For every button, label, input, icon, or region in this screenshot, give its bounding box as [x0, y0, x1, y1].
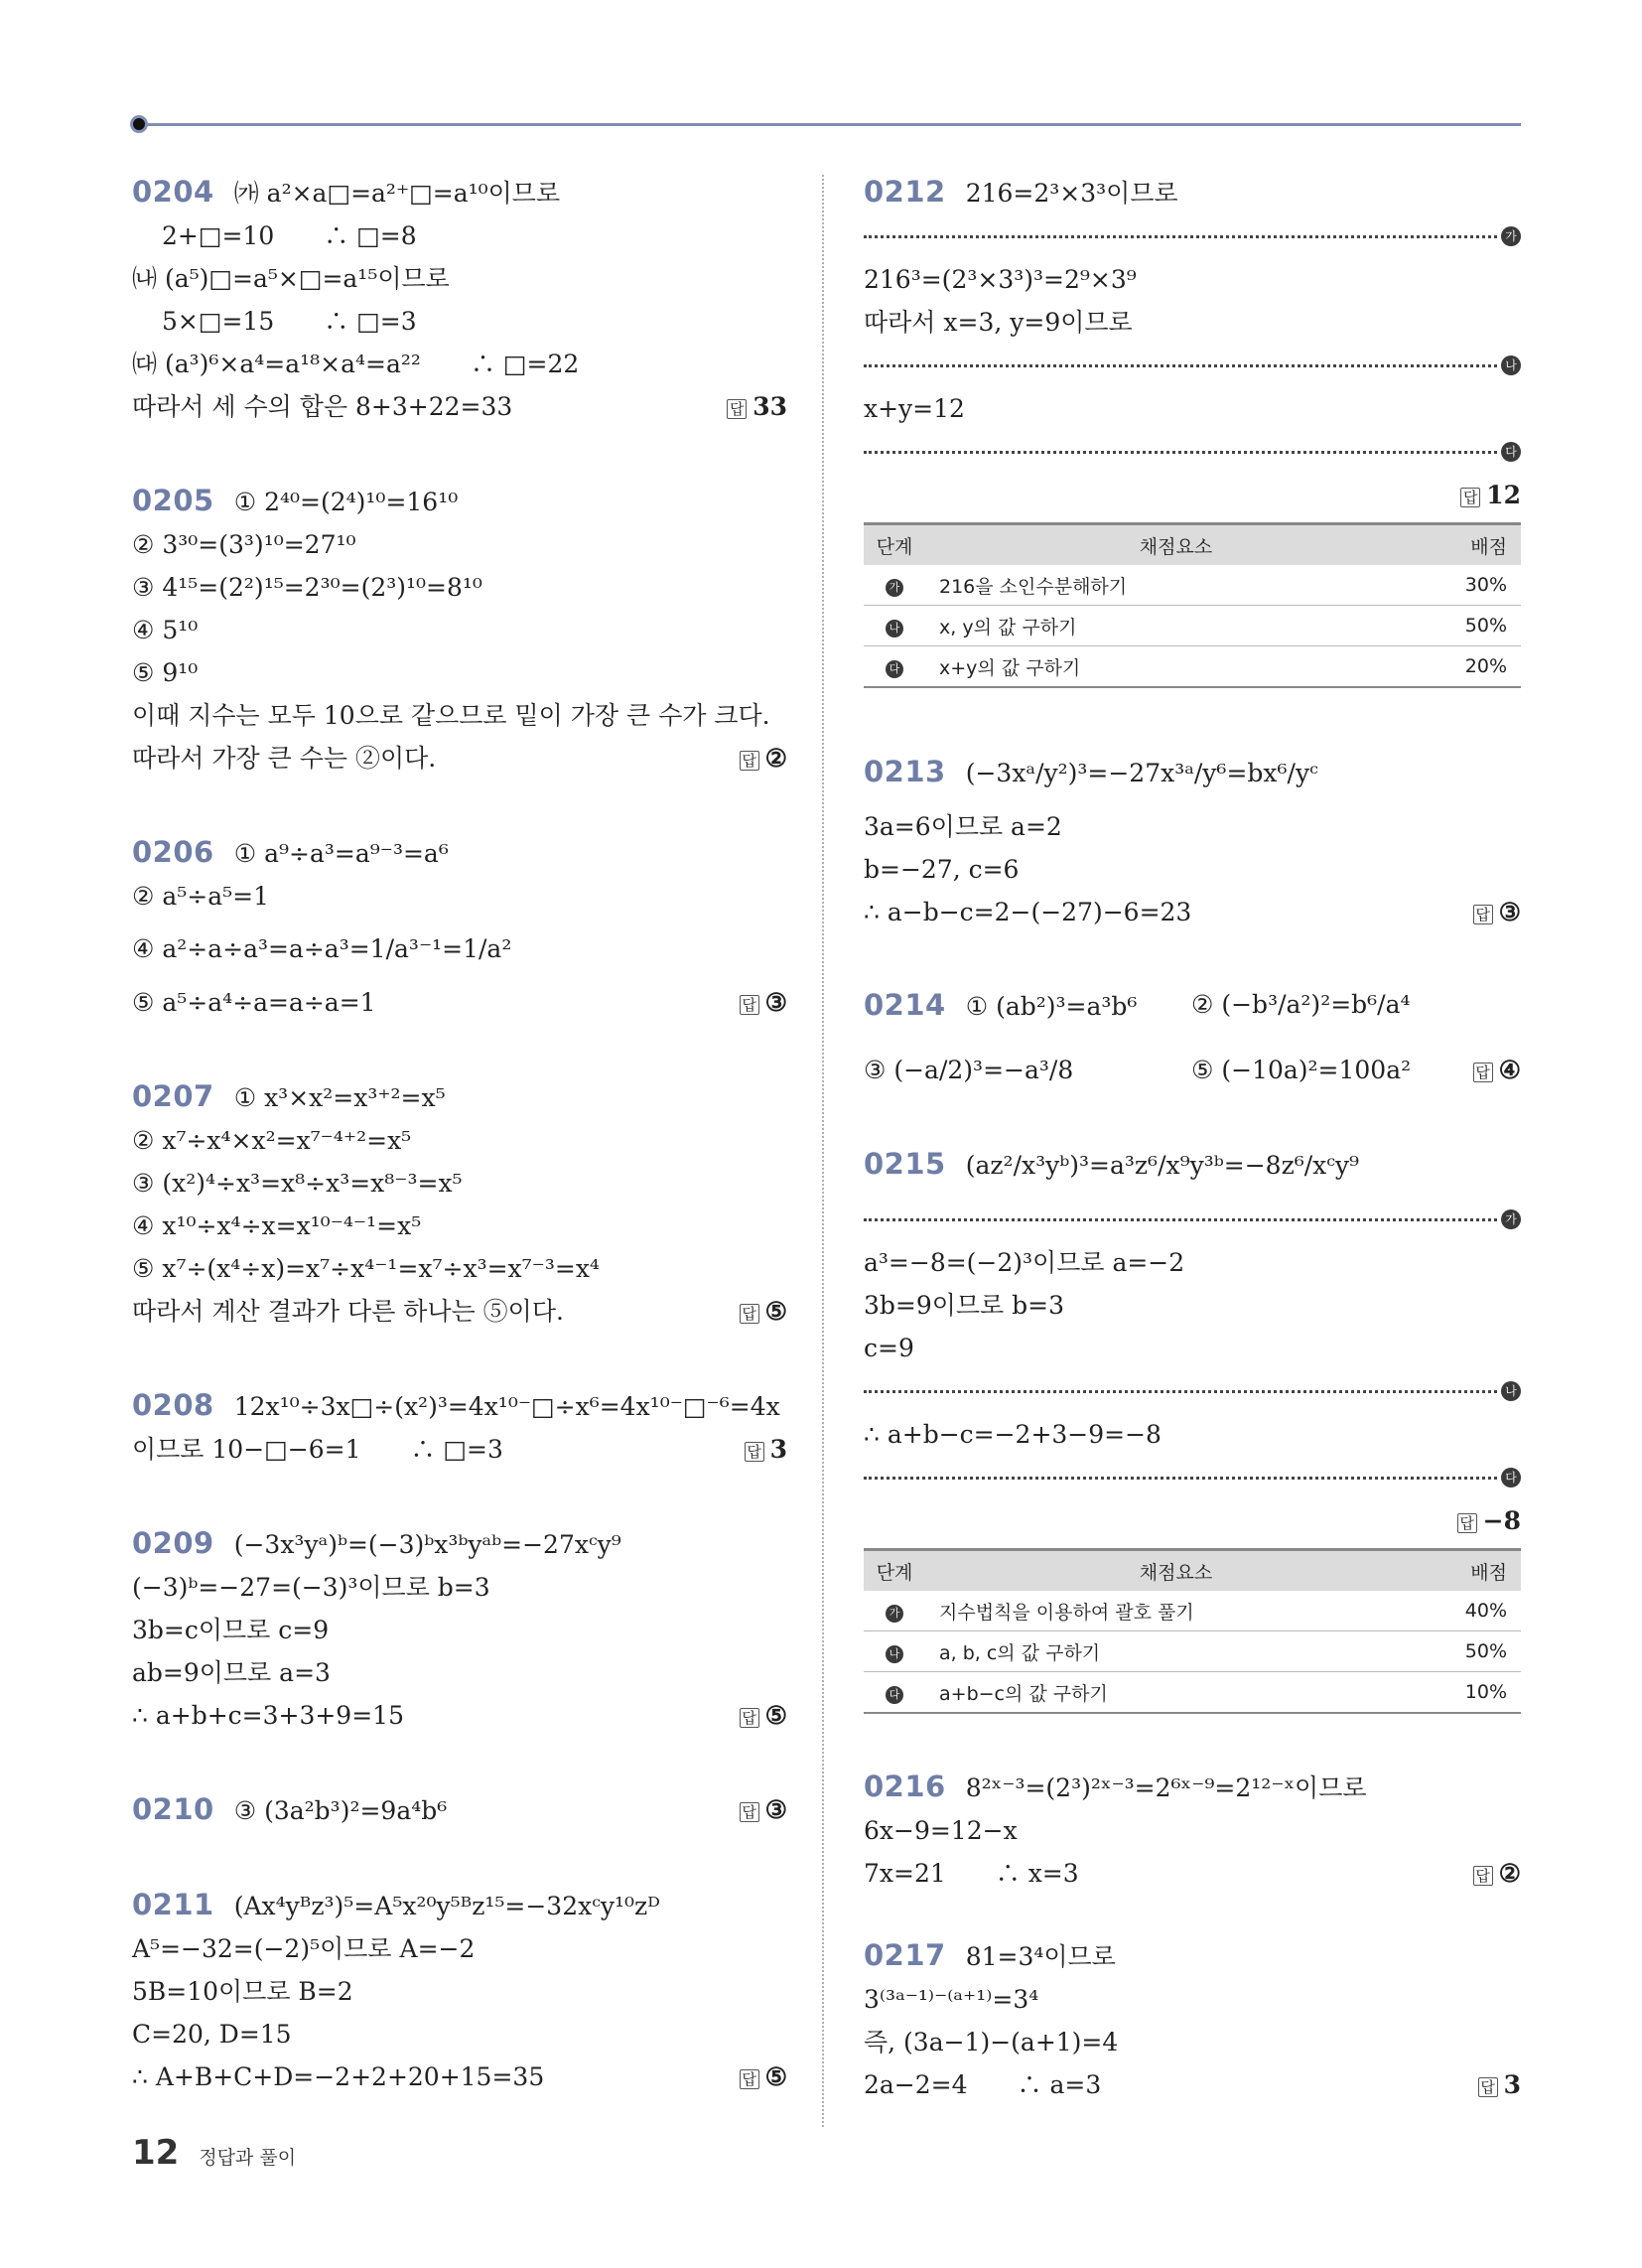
- answer-value: ⑤: [764, 2062, 787, 2091]
- answer: [727, 385, 787, 428]
- col-score: 배점: [1427, 524, 1521, 566]
- solution-line: ⑤ (−10a)²=100a²: [1191, 1056, 1412, 1084]
- answer-badge: 답: [740, 2069, 759, 2089]
- answer-value: 12: [1486, 481, 1521, 509]
- solution-line: ① (ab²)³=a³b⁶: [965, 992, 1138, 1021]
- answer-value: −8: [1482, 1506, 1521, 1535]
- answer-badge: 답: [1478, 2077, 1498, 2097]
- solution-line: 5×□=15 ∴ □=3: [162, 307, 417, 336]
- solution-line: 따라서 가장 큰 수는 ②이다.: [132, 744, 437, 773]
- solution-line: 2+□=10 ∴ □=8: [162, 221, 417, 250]
- solution-line: 이때 지수는 모두 10으로 같으므로 밑이 가장 큰 수가 크다.: [132, 701, 770, 730]
- solution-line: ④ x¹⁰÷x⁴÷x=x¹⁰⁻⁴⁻¹=x⁵: [132, 1211, 422, 1240]
- step-marker-na: [864, 344, 1521, 387]
- answer: [740, 1290, 787, 1333]
- problem-0205: [132, 480, 787, 780]
- answer-badge: 답: [740, 1708, 759, 1728]
- grade-item: a+b−c의 값 구하기: [925, 1672, 1427, 1714]
- solution-line: (Ax⁴yᴮz³)⁵=A⁵x²⁰y⁵ᴮz¹⁵=−32xᶜy¹⁰zᴰ: [233, 1892, 660, 1920]
- grade-item: 216을 소인수분해하기: [925, 565, 1427, 606]
- solution-line: b=−27, c=6: [864, 855, 1020, 884]
- problem-number: 0208: [132, 1388, 214, 1422]
- answer-value: ③: [764, 988, 787, 1017]
- problem-number: 0214: [864, 988, 946, 1022]
- solution-line: 2a−2=4 ∴ a=3: [864, 2070, 1102, 2099]
- solution-line: 따라서 세 수의 합은 8+3+22=33: [132, 392, 513, 421]
- step-marker-na: [864, 1369, 1521, 1413]
- solution-line: ④ 5¹⁰: [132, 616, 199, 644]
- step-icon: 가: [886, 579, 903, 597]
- problem-number: 0205: [132, 484, 214, 517]
- solution-line: ㈏ (a⁵)□=a⁵×□=a¹⁵이므로: [132, 264, 450, 293]
- table-row: [864, 606, 1521, 646]
- grade-item: x+y의 값 구하기: [925, 646, 1427, 688]
- right-column: [864, 171, 1521, 2106]
- solution-line: ∴ a+b+c=3+3+9=15: [132, 1701, 404, 1730]
- grade-score: 30%: [1427, 565, 1521, 606]
- solution-line: 12x¹⁰÷3x□÷(x²)³=4x¹⁰⁻□÷x⁶=4x¹⁰⁻□⁻⁶=4x: [233, 1392, 780, 1421]
- solution-line: ㈐ (a³)⁶×a⁴=a¹⁸×a⁴=a²² ∴ □=22: [132, 350, 580, 378]
- solution-line: ㈎ a²×a□=a²⁺□=a¹⁰이므로: [233, 179, 561, 208]
- solution-line: ⑤ 9¹⁰: [132, 658, 199, 687]
- problem-number: 0213: [864, 755, 946, 788]
- solution-line: (−3x³yᵃ)ᵇ=(−3)ᵇx³ᵇyᵃᵇ=−27xᶜy⁹: [233, 1530, 621, 1559]
- table-row: [864, 1591, 1521, 1631]
- solution-line: ③ (x²)⁴÷x³=x⁸÷x³=x⁸⁻³=x⁵: [132, 1169, 463, 1198]
- solution-line: ∴ a+b−c=−2+3−9=−8: [864, 1420, 1162, 1449]
- problem-number: 0216: [864, 1770, 946, 1803]
- step-icon: 나: [886, 1645, 903, 1663]
- problem-number: 0206: [132, 835, 214, 869]
- grading-table: [864, 522, 1521, 688]
- answer-badge: 답: [1473, 1063, 1493, 1082]
- problem-number: 0204: [132, 175, 214, 209]
- problem-0213: [864, 740, 1521, 933]
- problem-0207: [132, 1075, 787, 1333]
- step-icon: 다: [886, 1686, 903, 1704]
- step-na-icon: 나: [1501, 355, 1521, 375]
- answer-value: ③: [764, 1795, 787, 1824]
- problem-0214: [864, 973, 1521, 1102]
- solution-line: C=20, D=15: [132, 2020, 292, 2049]
- solution-line: ∴ a−b−c=2−(−27)−6=23: [864, 898, 1192, 926]
- answer: [1457, 1499, 1521, 1542]
- step-da-icon: 다: [1501, 442, 1521, 462]
- solution-line: 81=3⁴이므로: [965, 1942, 1116, 1971]
- answer: [1478, 2063, 1521, 2106]
- step-icon: 가: [886, 1605, 903, 1623]
- table-row: [864, 646, 1521, 688]
- answer: [740, 2055, 787, 2098]
- answer-badge: 답: [740, 1802, 759, 1822]
- answer: [1460, 474, 1521, 516]
- problem-number: 0210: [132, 1792, 214, 1826]
- solution-line: 따라서 계산 결과가 다른 하나는 ⑤이다.: [132, 1297, 564, 1326]
- problem-0212: [864, 171, 1521, 688]
- col-score: 배점: [1427, 1550, 1521, 1592]
- solution-line: 5B=10이므로 B=2: [132, 1977, 353, 2006]
- solution-line: (−3xᵃ/y²)³=−27x³ᵃ/y⁶=bx⁶/yᶜ: [965, 759, 1318, 787]
- problem-0211: [132, 1884, 787, 2098]
- page-footer: [132, 2133, 296, 2173]
- left-column: [132, 171, 787, 2098]
- grade-score: 20%: [1427, 646, 1521, 688]
- answer: [740, 1694, 787, 1737]
- problem-0215: [864, 1132, 1521, 1714]
- solution-line: 216³=(2³×3³)³=2⁹×3⁹: [864, 265, 1137, 294]
- step-da-icon: 다: [1501, 1468, 1521, 1488]
- solution-line: (−3)ᵇ=−27=(−3)³이므로 b=3: [132, 1573, 490, 1602]
- step-ga-icon: 가: [1501, 1209, 1521, 1229]
- problem-0206: [132, 831, 787, 1024]
- col-item: 채점요소: [925, 524, 1427, 566]
- solution-line: A⁵=−32=(−2)⁵이므로 A=−2: [132, 1934, 476, 1963]
- answer-badge: 답: [740, 1304, 759, 1324]
- header-rule: [139, 123, 1521, 126]
- solution-line: 3⁽³ᵃ⁻¹⁾⁻⁽ᵃ⁺¹⁾=3⁴: [864, 1985, 1039, 2014]
- solution-line: ③ 4¹⁵=(2²)¹⁵=2³⁰=(2³)¹⁰=8¹⁰: [132, 573, 482, 602]
- problem-number: 0217: [864, 1938, 946, 1972]
- solution-line: 216=2³×3³이므로: [965, 179, 1178, 208]
- step-marker-ga: [864, 214, 1521, 258]
- problem-0210: [132, 1788, 787, 1832]
- answer-badge: 답: [1473, 905, 1493, 924]
- answer-badge: 답: [1460, 488, 1480, 507]
- solution-line: 6x−9=12−x: [864, 1816, 1018, 1845]
- solution-line: 이므로 10−□−6=1 ∴ □=3: [132, 1435, 503, 1464]
- answer-value: ⑤: [764, 1701, 787, 1730]
- table-row: [864, 565, 1521, 606]
- problem-0204: [132, 171, 787, 428]
- answer: [1473, 1039, 1521, 1102]
- problem-number: 0211: [132, 1888, 214, 1921]
- problem-0216: [864, 1766, 1521, 1895]
- step-ga-icon: 가: [1501, 226, 1521, 246]
- answer-value: ③: [1498, 898, 1521, 926]
- solution-line: (az²/x³yᵇ)³=a³z⁶/x⁹y³ᵇ=−8z⁶/xᶜy⁹: [965, 1151, 1360, 1180]
- solution-line: 8²ˣ⁻³=(2³)²ˣ⁻³=2⁶ˣ⁻⁹=2¹²⁻ˣ이므로: [965, 1773, 1367, 1802]
- solution-line: ② x⁷÷x⁴×x²=x⁷⁻⁴⁺²=x⁵: [132, 1126, 412, 1155]
- solution-line: 따라서 x=3, y=9이므로: [864, 308, 1133, 337]
- answer-badge: 답: [727, 399, 747, 419]
- grade-score: 40%: [1427, 1591, 1521, 1631]
- step-icon: 다: [886, 660, 903, 678]
- answer: [740, 737, 787, 780]
- answer-value: ⑤: [764, 1297, 787, 1326]
- answer-badge: 답: [1457, 1513, 1477, 1533]
- solution-line: ② a⁵÷a⁵=1: [132, 882, 270, 911]
- step-marker-da: [864, 1456, 1521, 1499]
- table-row: [864, 1631, 1521, 1672]
- col-step: 단계: [864, 1550, 925, 1592]
- solution-line: x+y=12: [864, 394, 965, 423]
- solution-line: ⑤ a⁵÷a⁴÷a=a÷a=1: [132, 988, 376, 1017]
- solution-line: 7x=21 ∴ x=3: [864, 1859, 1079, 1888]
- col-item: 채점요소: [925, 1550, 1427, 1592]
- answer-value: ②: [1498, 1859, 1521, 1888]
- table-row: [864, 1672, 1521, 1714]
- solution-line: ① 2⁴⁰=(2⁴)¹⁰=16¹⁰: [233, 488, 459, 516]
- answer-value: 33: [753, 392, 787, 421]
- answer-value: ④: [1498, 1056, 1521, 1084]
- grade-score: 50%: [1427, 1631, 1521, 1672]
- step-marker-da: [864, 430, 1521, 474]
- answer-value: 3: [1503, 2070, 1521, 2099]
- step-marker-ga: [864, 1198, 1521, 1241]
- grading-table: [864, 1548, 1521, 1714]
- grade-score: 50%: [1427, 606, 1521, 646]
- answer: [1473, 891, 1521, 933]
- solution-line: a³=−8=(−2)³이므로 a=−2: [864, 1248, 1185, 1277]
- answer: [740, 981, 787, 1024]
- answer-value: 3: [769, 1435, 787, 1464]
- solution-line: ③ (3a²b³)²=9a⁴b⁶: [233, 1796, 448, 1825]
- solution-line: ② (−b³/a²)²=b⁶/a⁴: [1191, 990, 1411, 1019]
- step-na-icon: 나: [1501, 1381, 1521, 1401]
- answer-badge: 답: [740, 995, 759, 1015]
- answer-badge: 답: [740, 751, 759, 771]
- answer: [1473, 1852, 1521, 1895]
- solution-line: ④ a²÷a÷a³=a÷a³=1/a³⁻¹=1/a²: [132, 934, 512, 963]
- problem-0209: [132, 1522, 787, 1737]
- problem-number: 0209: [132, 1526, 214, 1560]
- solution-line: 3b=c이므로 c=9: [132, 1616, 330, 1644]
- answer-value: ②: [764, 744, 787, 773]
- grade-item: x, y의 값 구하기: [925, 606, 1427, 646]
- solution-line: 3b=9이므로 b=3: [864, 1291, 1065, 1320]
- grade-item: 지수법칙을 이용하여 괄호 풀기: [925, 1591, 1427, 1631]
- problem-number: 0207: [132, 1079, 214, 1113]
- solution-line: c=9: [864, 1334, 914, 1362]
- step-icon: 나: [886, 620, 903, 638]
- solution-line: ⑤ x⁷÷(x⁴÷x)=x⁷÷x⁴⁻¹=x⁷÷x³=x⁷⁻³=x⁴: [132, 1254, 600, 1283]
- solution-line: ∴ A+B+C+D=−2+2+20+15=35: [132, 2062, 545, 2091]
- problem-0217: [864, 1934, 1521, 2106]
- solution-line: 즉, (3a−1)−(a+1)=4: [864, 2028, 1119, 2056]
- problem-number: 0212: [864, 175, 946, 209]
- header-dot: [130, 115, 148, 133]
- grade-score: 10%: [1427, 1672, 1521, 1714]
- grade-item: a, b, c의 값 구하기: [925, 1631, 1427, 1672]
- problem-number: 0215: [864, 1147, 946, 1181]
- solution-line: ② 3³⁰=(3³)¹⁰=27¹⁰: [132, 530, 356, 559]
- answer-badge: 답: [745, 1442, 764, 1462]
- problem-0208: [132, 1384, 787, 1471]
- column-divider: [822, 175, 824, 2127]
- solution-line: ① a⁹÷a³=a⁹⁻³=a⁶: [233, 839, 449, 868]
- page-number: 12: [132, 2133, 180, 2173]
- solution-line: ab=9이므로 a=3: [132, 1658, 331, 1687]
- answer-badge: 답: [1473, 1866, 1493, 1886]
- solution-line: ① x³×x²=x³⁺²=x⁵: [233, 1083, 446, 1112]
- footer-title: 정답과 풀이: [199, 2147, 297, 2169]
- solution-line: ③ (−a/2)³=−a³/8: [864, 1056, 1074, 1084]
- answer: [745, 1428, 787, 1471]
- solution-line: 3a=6이므로 a=2: [864, 812, 1062, 841]
- answer: [740, 1788, 787, 1831]
- col-step: 단계: [864, 524, 925, 566]
